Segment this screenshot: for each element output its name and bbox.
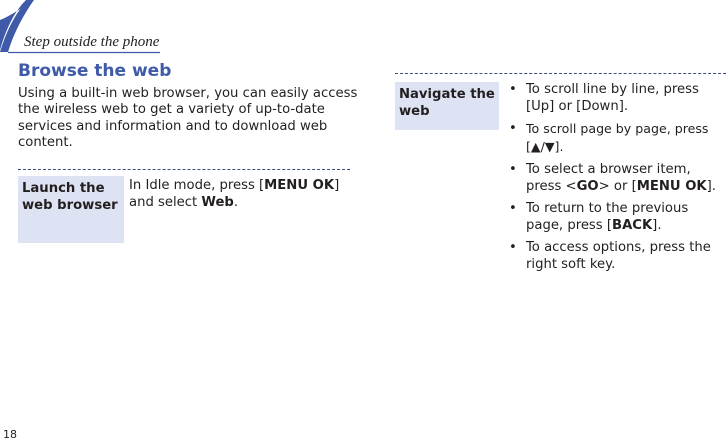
bullet-icon: • <box>509 121 517 136</box>
launch-text-middle: ] and select <box>129 178 340 210</box>
key-menu-ok: MENU OK <box>636 178 707 194</box>
item-text-end: ]. <box>706 178 716 194</box>
header-accent-bar <box>0 0 160 60</box>
item-text: To return to the previous page, press [ <box>526 201 689 233</box>
list-item <box>505 121 726 156</box>
item-text-mid: > or [ <box>598 178 637 194</box>
item-text: To scroll page by page, press [▲/▼]. <box>526 121 709 154</box>
item-text: To select a browser item, press < <box>526 162 691 194</box>
label-launch-browser: Launch the web browser <box>18 176 124 243</box>
key-back: BACK <box>612 217 653 233</box>
navigate-list <box>505 82 726 279</box>
header-title: Step outside the phone <box>24 34 160 50</box>
label-navigate-web: Navigate the web <box>395 82 499 130</box>
divider-navigate <box>395 73 726 74</box>
launch-instructions <box>129 178 351 211</box>
bullet-icon: • <box>509 82 517 97</box>
section-title: Browse the web <box>18 61 172 81</box>
list-item <box>505 240 726 273</box>
key-menu-ok: MENU OK <box>264 178 335 193</box>
key-web: Web <box>201 194 234 210</box>
list-item <box>505 162 726 195</box>
key-go: GO <box>576 178 599 194</box>
launch-text-before: In Idle mode, press [ <box>129 178 265 193</box>
item-text: To access options, press the right soft key. <box>526 240 711 272</box>
bullet-icon: • <box>509 240 517 255</box>
intro-paragraph: Using a built-in web browser, you can easily access the wireless web to get a variety of up-to-date services and information and to download web content. <box>18 86 358 150</box>
list-item <box>505 82 726 115</box>
divider-launch <box>18 169 350 170</box>
item-text-end: ]. <box>652 217 662 233</box>
bullet-icon: • <box>509 162 517 177</box>
launch-text-after: . <box>233 194 239 210</box>
bullet-icon: • <box>509 201 517 216</box>
page-number: 18 <box>3 428 17 441</box>
item-text: To scroll line by line, press [Up] or [Down]. <box>526 82 699 114</box>
list-item <box>505 201 726 234</box>
